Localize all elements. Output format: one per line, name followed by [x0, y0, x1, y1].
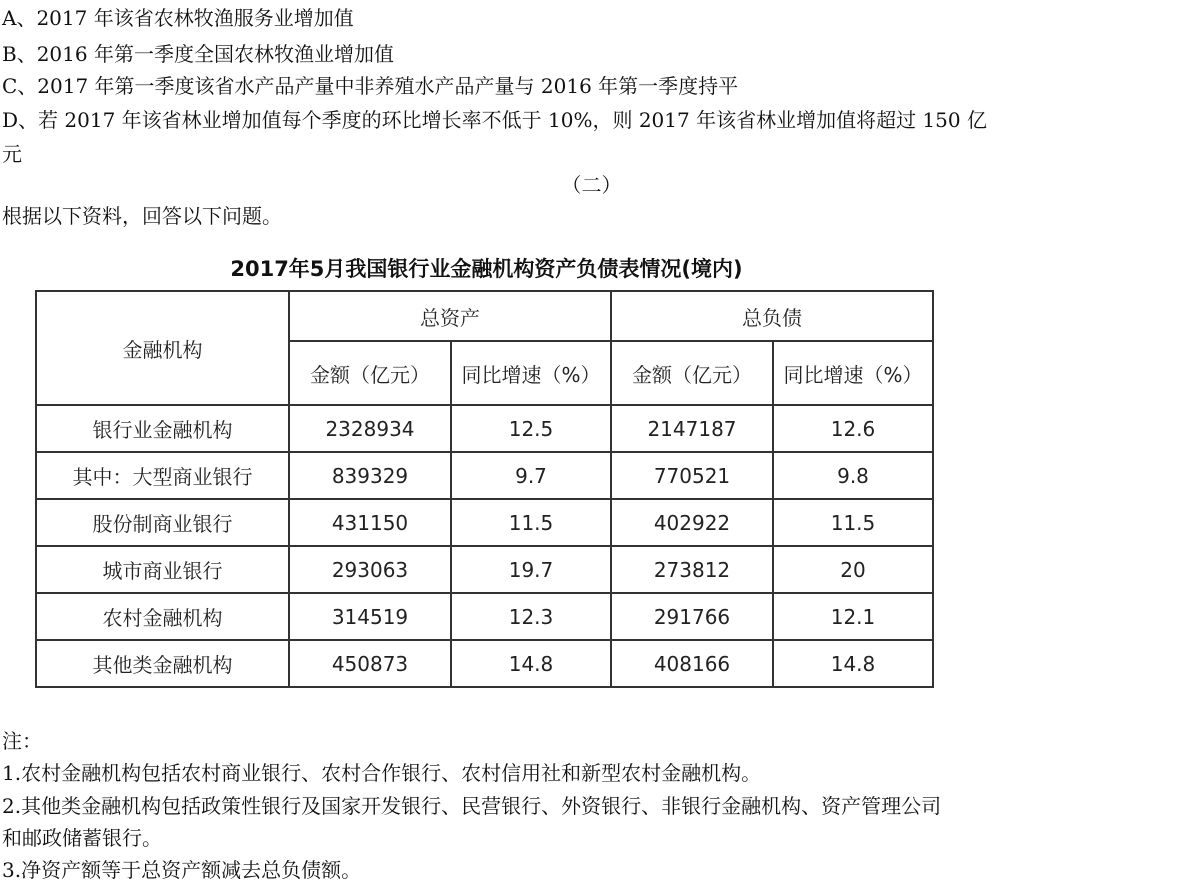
liabilities-amount: 273812 — [611, 546, 773, 593]
liabilities-amount: 402922 — [611, 499, 773, 546]
table-row — [36, 546, 933, 593]
assets-amount: 839329 — [289, 452, 451, 499]
assets-amount: 2328934 — [289, 405, 451, 452]
assets-amount: 293063 — [289, 546, 451, 593]
option-d: D、若 2017 年该省林业增加值每个季度的环比增长率不低于 10%，则 2017 年该省林业增加值将超过 150 亿 — [2, 108, 987, 132]
institution-name: 城市商业银行 — [36, 546, 289, 593]
table-header-row-1 — [36, 291, 933, 341]
assets-growth: 9.7 — [451, 452, 611, 499]
assets-amount: 431150 — [289, 499, 451, 546]
note-line-1: 1.农村金融机构包括农村商业银行、农村合作银行、农村信用社和新型农村金融机构。 — [2, 761, 762, 785]
header-liabilities-growth: 同比增速（%） — [773, 341, 933, 405]
table-row — [36, 452, 933, 499]
liabilities-amount: 291766 — [611, 593, 773, 640]
header-assets-amount: 金额（亿元） — [289, 341, 451, 405]
assets-growth: 12.5 — [451, 405, 611, 452]
liabilities-growth: 14.8 — [773, 640, 933, 687]
institution-name: 其他类金融机构 — [36, 640, 289, 687]
notes-heading: 注： — [2, 729, 42, 753]
option-d-continued: 元 — [2, 142, 22, 166]
institution-name: 股份制商业银行 — [36, 499, 289, 546]
table-row — [36, 499, 933, 546]
option-c: C、2017 年第一季度该省水产品产量中非养殖水产品产量与 2016 年第一季度持平 — [2, 74, 739, 98]
table-title: 2017年5月我国银行业金融机构资产负债表情况(境内) — [230, 257, 743, 281]
assets-growth: 19.7 — [451, 546, 611, 593]
table-row — [36, 640, 933, 687]
option-b: B、2016 年第一季度全国农林牧渔业增加值 — [2, 42, 394, 66]
header-institution: 金融机构 — [36, 291, 289, 405]
liabilities-growth: 9.8 — [773, 452, 933, 499]
section-marker: （二） — [561, 173, 622, 197]
assets-growth: 14.8 — [451, 640, 611, 687]
liabilities-growth: 20 — [773, 546, 933, 593]
note-line-3: 3.净资产额等于总资产额减去总负债额。 — [2, 858, 362, 882]
table-row — [36, 593, 933, 640]
liabilities-growth: 11.5 — [773, 499, 933, 546]
liabilities-amount: 770521 — [611, 452, 773, 499]
header-total-assets: 总资产 — [289, 291, 611, 341]
option-a: A、2017 年该省农林牧渔服务业增加值 — [2, 6, 354, 30]
header-liabilities-amount: 金额（亿元） — [611, 341, 773, 405]
liabilities-growth: 12.1 — [773, 593, 933, 640]
balance-sheet-table — [35, 290, 934, 688]
note-line-2: 2.其他类金融机构包括政策性银行及国家开发银行、民营银行、外资银行、非银行金融机构、资产管理公司 — [2, 794, 942, 818]
institution-name: 银行业金融机构 — [36, 405, 289, 452]
liabilities-amount: 408166 — [611, 640, 773, 687]
note-line-2-continued: 和邮政储蓄银行。 — [2, 826, 162, 850]
liabilities-amount: 2147187 — [611, 405, 773, 452]
institution-name: 其中：大型商业银行 — [36, 452, 289, 499]
header-assets-growth: 同比增速（%） — [451, 341, 611, 405]
assets-growth: 11.5 — [451, 499, 611, 546]
table-row — [36, 405, 933, 452]
liabilities-growth: 12.6 — [773, 405, 933, 452]
intro-text: 根据以下资料，回答以下问题。 — [2, 204, 282, 228]
assets-growth: 12.3 — [451, 593, 611, 640]
institution-name: 农村金融机构 — [36, 593, 289, 640]
header-total-liabilities: 总负债 — [611, 291, 933, 341]
assets-amount: 450873 — [289, 640, 451, 687]
assets-amount: 314519 — [289, 593, 451, 640]
